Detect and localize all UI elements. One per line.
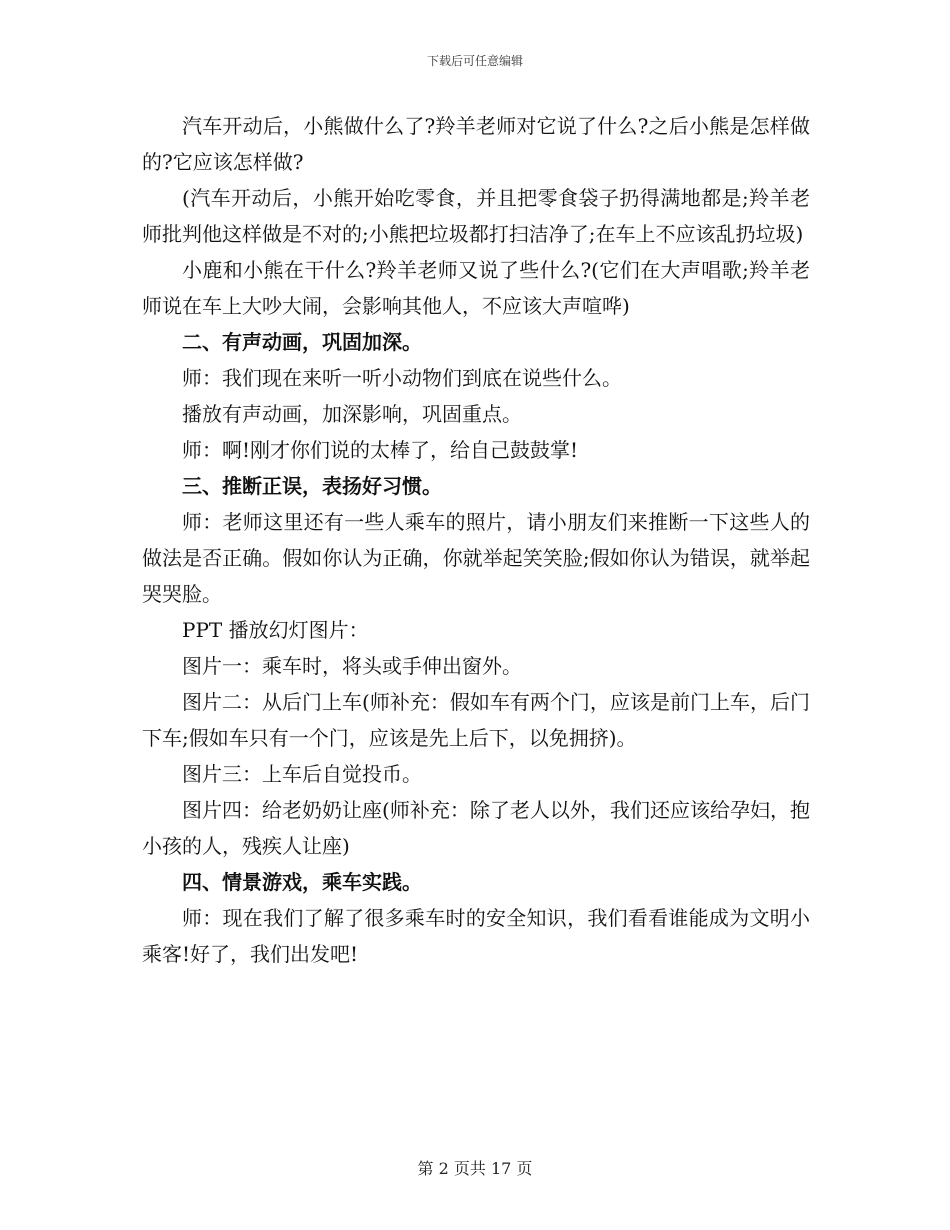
page-header: 下载后可任意编辑 bbox=[426, 54, 523, 68]
paragraph: 师：现在我们了解了很多乘车时的安全知识，我们看看谁能成为文明小乘客!好了，我们出发吧! bbox=[142, 906, 810, 966]
paragraph: 小鹿和小熊在干什么?羚羊老师又说了些什么?(它们在大声唱歌;羚羊老师说在车上大吵大闹，会影响其他人，不应该大声喧哗) bbox=[142, 258, 810, 318]
paragraph: 图片四：给老奶奶让座(师补充：除了老人以外，我们还应该给孕妇，抱小孩的人，残疾人让座) bbox=[142, 798, 810, 858]
paragraph: PPT 播放幻灯图片： bbox=[182, 618, 369, 642]
paragraph: (汽车开动后，小熊开始吃零食，并且把零食袋子扔得满地都是;羚羊老师批判他这样做是不对的;小熊把垃圾都打扫洁净了;在车上不应该乱扔垃圾) bbox=[142, 186, 810, 246]
paragraph: 师：啊!刚才你们说的太棒了，给自己鼓鼓掌! bbox=[182, 438, 579, 462]
section-heading: 三、推断正误，表扬好习惯。 bbox=[182, 474, 442, 498]
page-footer: 第 2 页共 17 页 bbox=[417, 1159, 533, 1178]
paragraph: 播放有声动画，加深影响，巩固重点。 bbox=[182, 402, 522, 426]
paragraph: 师：我们现在来听一听小动物们到底在说些什么。 bbox=[182, 366, 622, 390]
section-heading: 四、情景游戏，乘车实践。 bbox=[182, 870, 422, 894]
paragraph: 图片三：上车后自觉投币。 bbox=[182, 762, 422, 786]
paragraph: 汽车开动后，小熊做什么了?羚羊老师对它说了什么?之后小熊是怎样做的?它应该怎样做? bbox=[142, 114, 810, 174]
paragraph: 图片二：从后门上车(师补充：假如车有两个门，应该是前门上车，后门下车;假如车只有一个门，应该是先上后下，以免拥挤)。 bbox=[142, 690, 810, 750]
document-body bbox=[142, 108, 810, 972]
paragraph: 图片一：乘车时，将头或手伸出窗外。 bbox=[182, 654, 522, 678]
paragraph: 师：老师这里还有一些人乘车的照片，请小朋友们来推断一下这些人的做法是否正确。假如你认为正确，你就举起笑笑脸;假如你认为错误，就举起哭哭脸。 bbox=[142, 510, 810, 606]
section-heading: 二、有声动画，巩固加深。 bbox=[182, 330, 422, 354]
